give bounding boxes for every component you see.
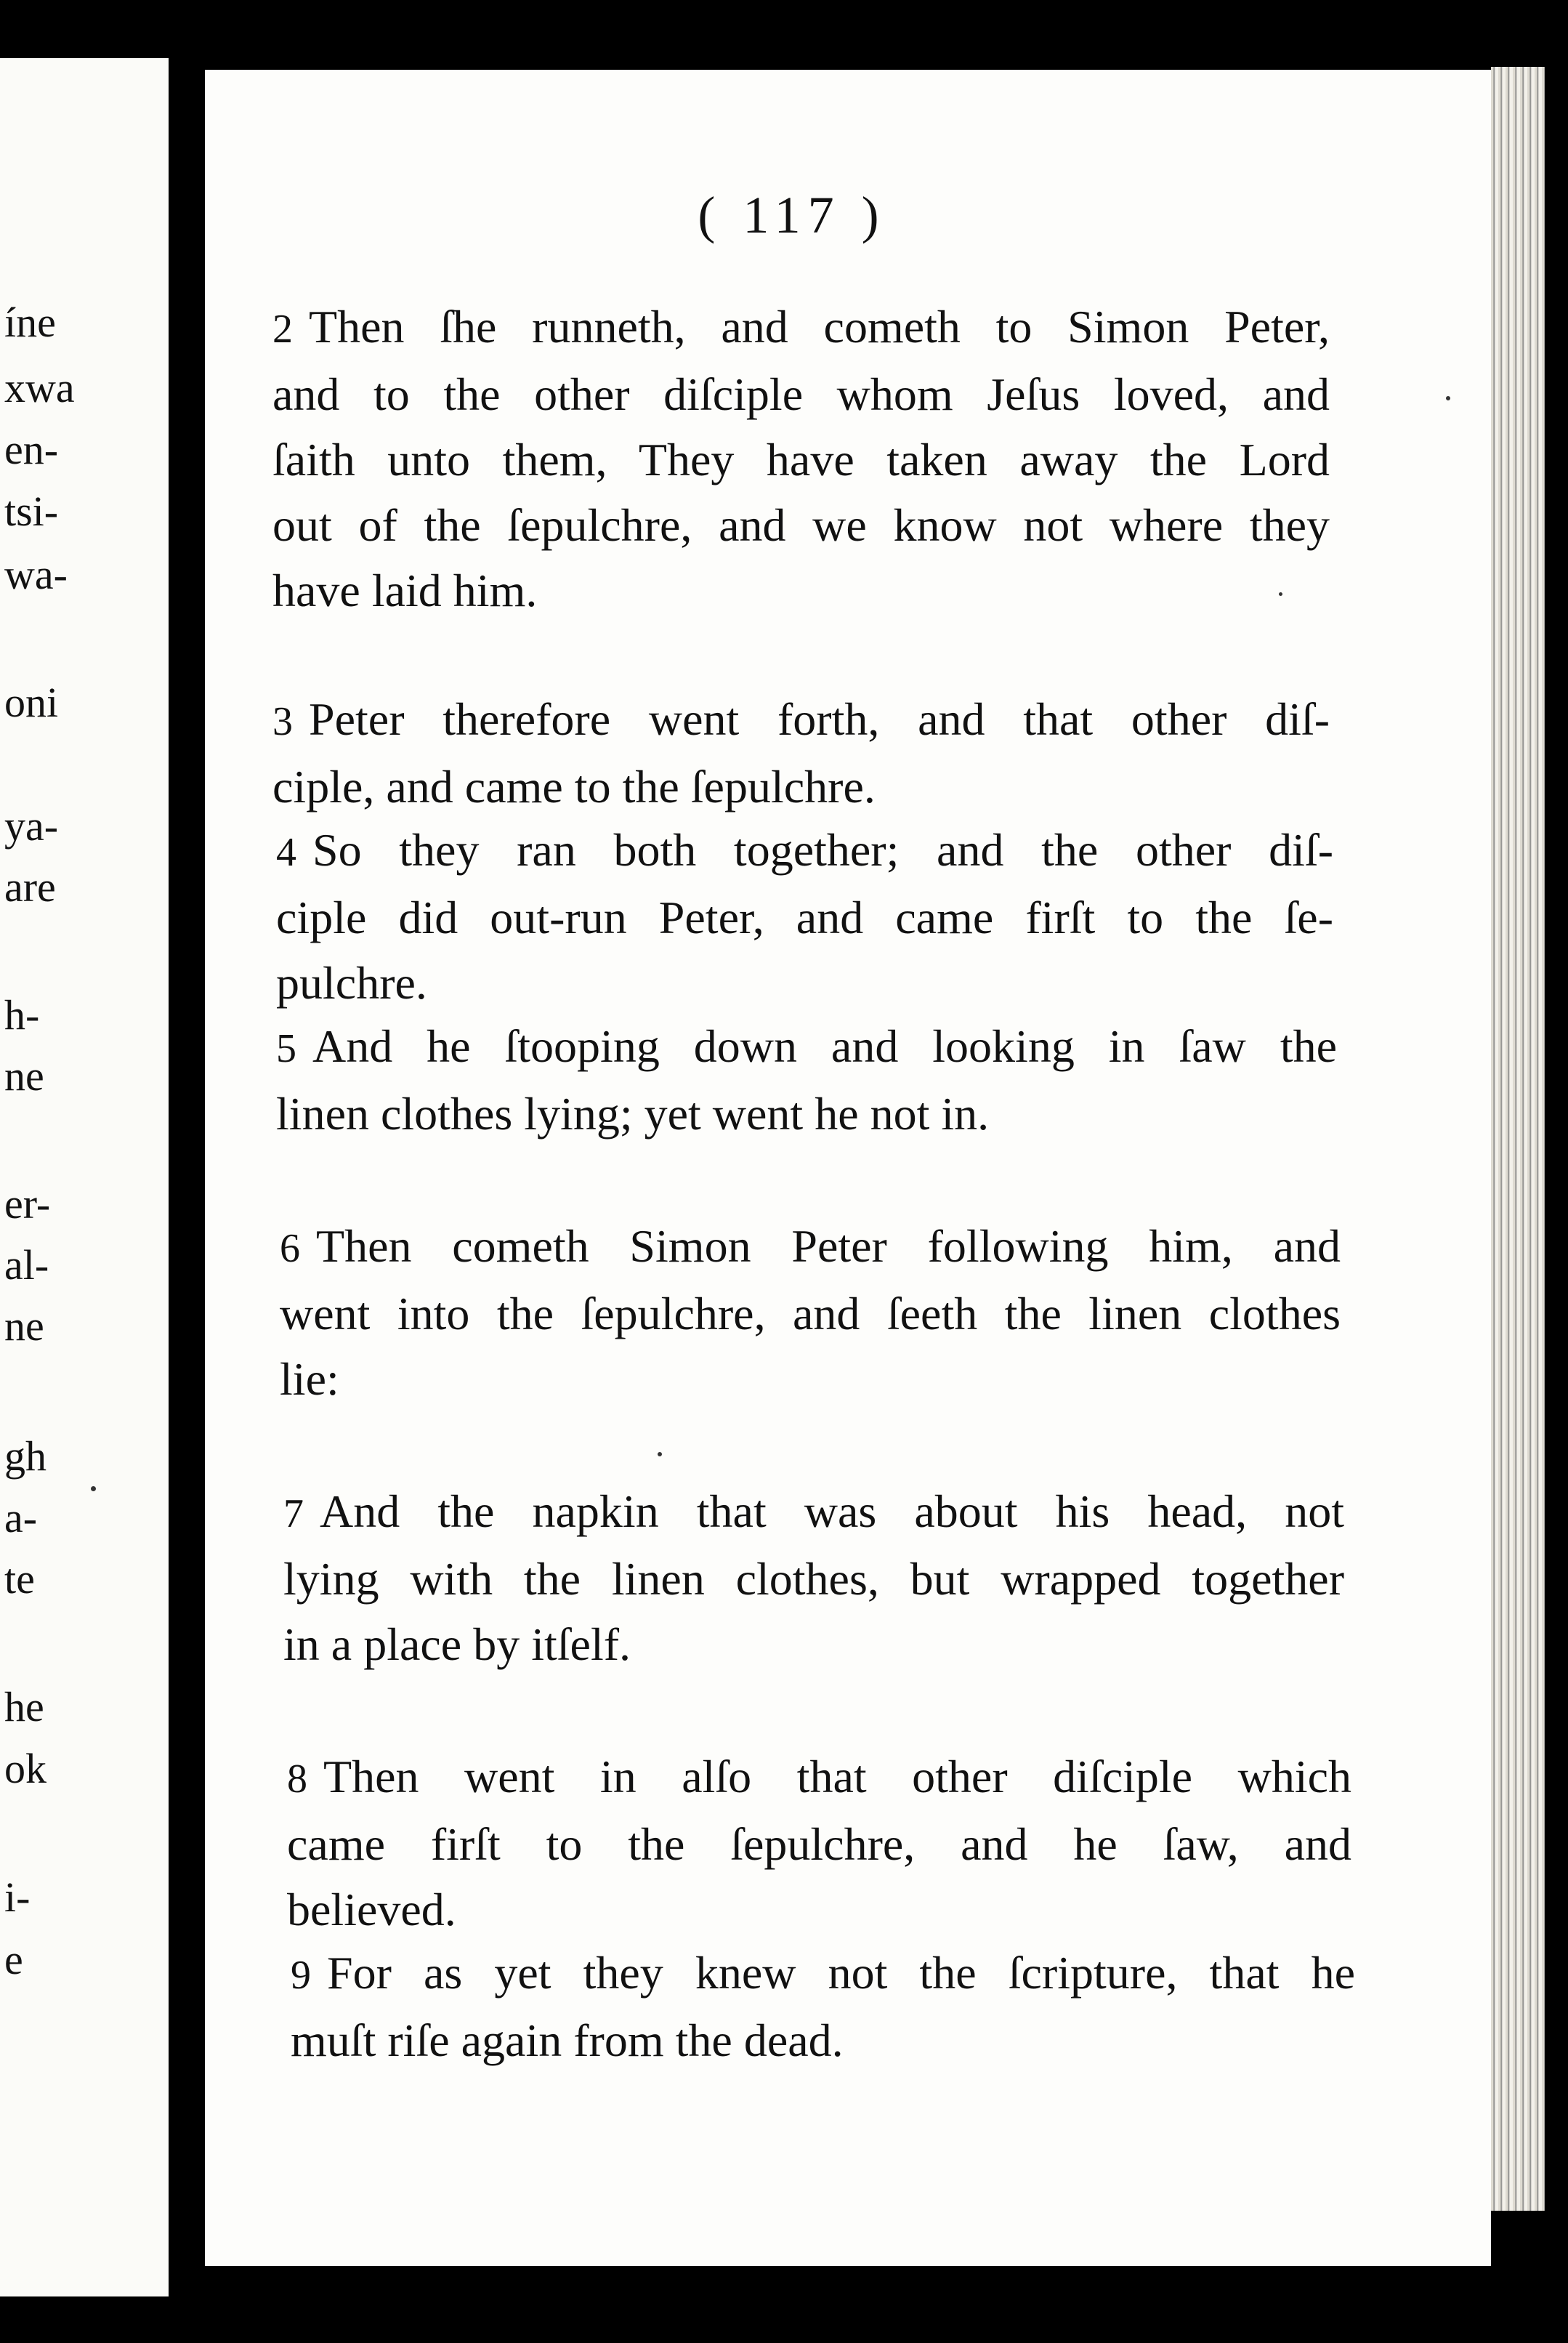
left-fragment: xwa <box>4 364 75 411</box>
verse-line: And the napkin that was about his head, not <box>320 1485 1344 1537</box>
left-fragment: te <box>4 1555 35 1602</box>
verse-6 <box>280 1214 1341 1412</box>
verse-line: linen clothes lying; yet went he not in. <box>276 1088 990 1140</box>
verse-line: ciple, and came to the ſepulchre. <box>272 761 876 812</box>
verse-line: ſaith unto them, They have taken away the Lord <box>272 434 1330 485</box>
verse-line: lying with the linen clothes, but wrapped together <box>283 1553 1344 1605</box>
left-fragment: er- <box>4 1180 51 1227</box>
left-fragment: he <box>4 1683 44 1730</box>
page-edges <box>1491 67 1545 2211</box>
left-fragment: i- <box>4 1874 31 1921</box>
verse-8 <box>287 1744 1351 1943</box>
verse-9 <box>291 1940 1355 2073</box>
left-fragment: al- <box>4 1241 49 1289</box>
verse-number: 8 <box>287 1757 307 1802</box>
verse-line: pulchre. <box>276 957 427 1009</box>
left-fragment: ya- <box>4 802 59 850</box>
left-fragment: a- <box>4 1494 38 1541</box>
verse-number: 2 <box>272 307 293 352</box>
left-fragment: en- <box>4 426 59 473</box>
page-number: ( 117 ) <box>698 186 886 244</box>
left-fragment: ne <box>4 1302 44 1350</box>
scan-speck <box>1446 396 1450 400</box>
left-fragment: tsi- <box>4 488 59 535</box>
book-gutter <box>169 0 205 2343</box>
left-fragment: are <box>4 863 56 911</box>
verse-number: 4 <box>276 830 296 875</box>
verse-5 <box>276 1014 1337 1147</box>
verse-line: and to the other diſciple whom Jeſus loved, and <box>272 368 1330 420</box>
verse-line: Then cometh Simon Peter following him, and <box>316 1220 1341 1272</box>
verse-3 <box>272 687 1330 820</box>
scan-speck <box>91 1486 96 1491</box>
verse-line: Peter therefore went forth, and that other diſ- <box>309 693 1330 745</box>
verse-line: ciple did out-run Peter, and came firſt to the ſe- <box>276 892 1333 943</box>
left-fragment: ne <box>4 1052 44 1100</box>
verse-line: have laid him. <box>272 565 538 616</box>
verse-line: went into the ſepulchre, and ſeeth the linen clothes <box>280 1288 1341 1339</box>
verse-line: And he ſtooping down and looking in ſaw the <box>312 1020 1337 1072</box>
verse-number: 7 <box>283 1491 304 1536</box>
left-fragment: íne <box>4 299 56 346</box>
verse-4 <box>276 818 1333 1016</box>
verse-number: 6 <box>280 1226 300 1271</box>
left-fragment: wa- <box>4 551 68 598</box>
verse-7 <box>283 1479 1344 1677</box>
verse-number: 3 <box>272 699 293 744</box>
left-fragment: gh <box>4 1432 47 1480</box>
verse-number: 5 <box>276 1026 296 1071</box>
verse-line: For as yet they knew not the ſcripture, that he <box>327 1947 1355 1999</box>
verse-line: Then ſhe runneth, and cometh to Simon Peter, <box>309 301 1330 352</box>
verse-line: Then went in alſo that other diſciple which <box>323 1751 1351 1802</box>
verse-line: So they ran both together; and the other diſ- <box>312 824 1333 876</box>
left-fragment: h- <box>4 991 40 1039</box>
verse-line: muſt riſe again from the dead. <box>291 2015 844 2066</box>
verse-line: out of the ſepulchre, and we know not where they <box>272 499 1330 551</box>
verse-line: believed. <box>287 1884 456 1935</box>
verse-line: lie: <box>280 1353 339 1405</box>
previous-page-fragment <box>0 58 169 2296</box>
left-fragment: oni <box>4 679 59 726</box>
scan-speck <box>1279 592 1282 596</box>
scan-speck <box>658 1452 662 1456</box>
verse-line: in a place by itſelf. <box>283 1618 631 1670</box>
left-fragment: e <box>4 1936 23 1983</box>
verse-line: came firſt to the ſepulchre, and he ſaw, and <box>287 1818 1351 1870</box>
left-fragment: ok <box>4 1745 47 1792</box>
verse-number: 9 <box>291 1953 311 1998</box>
verse-2 <box>272 294 1330 624</box>
